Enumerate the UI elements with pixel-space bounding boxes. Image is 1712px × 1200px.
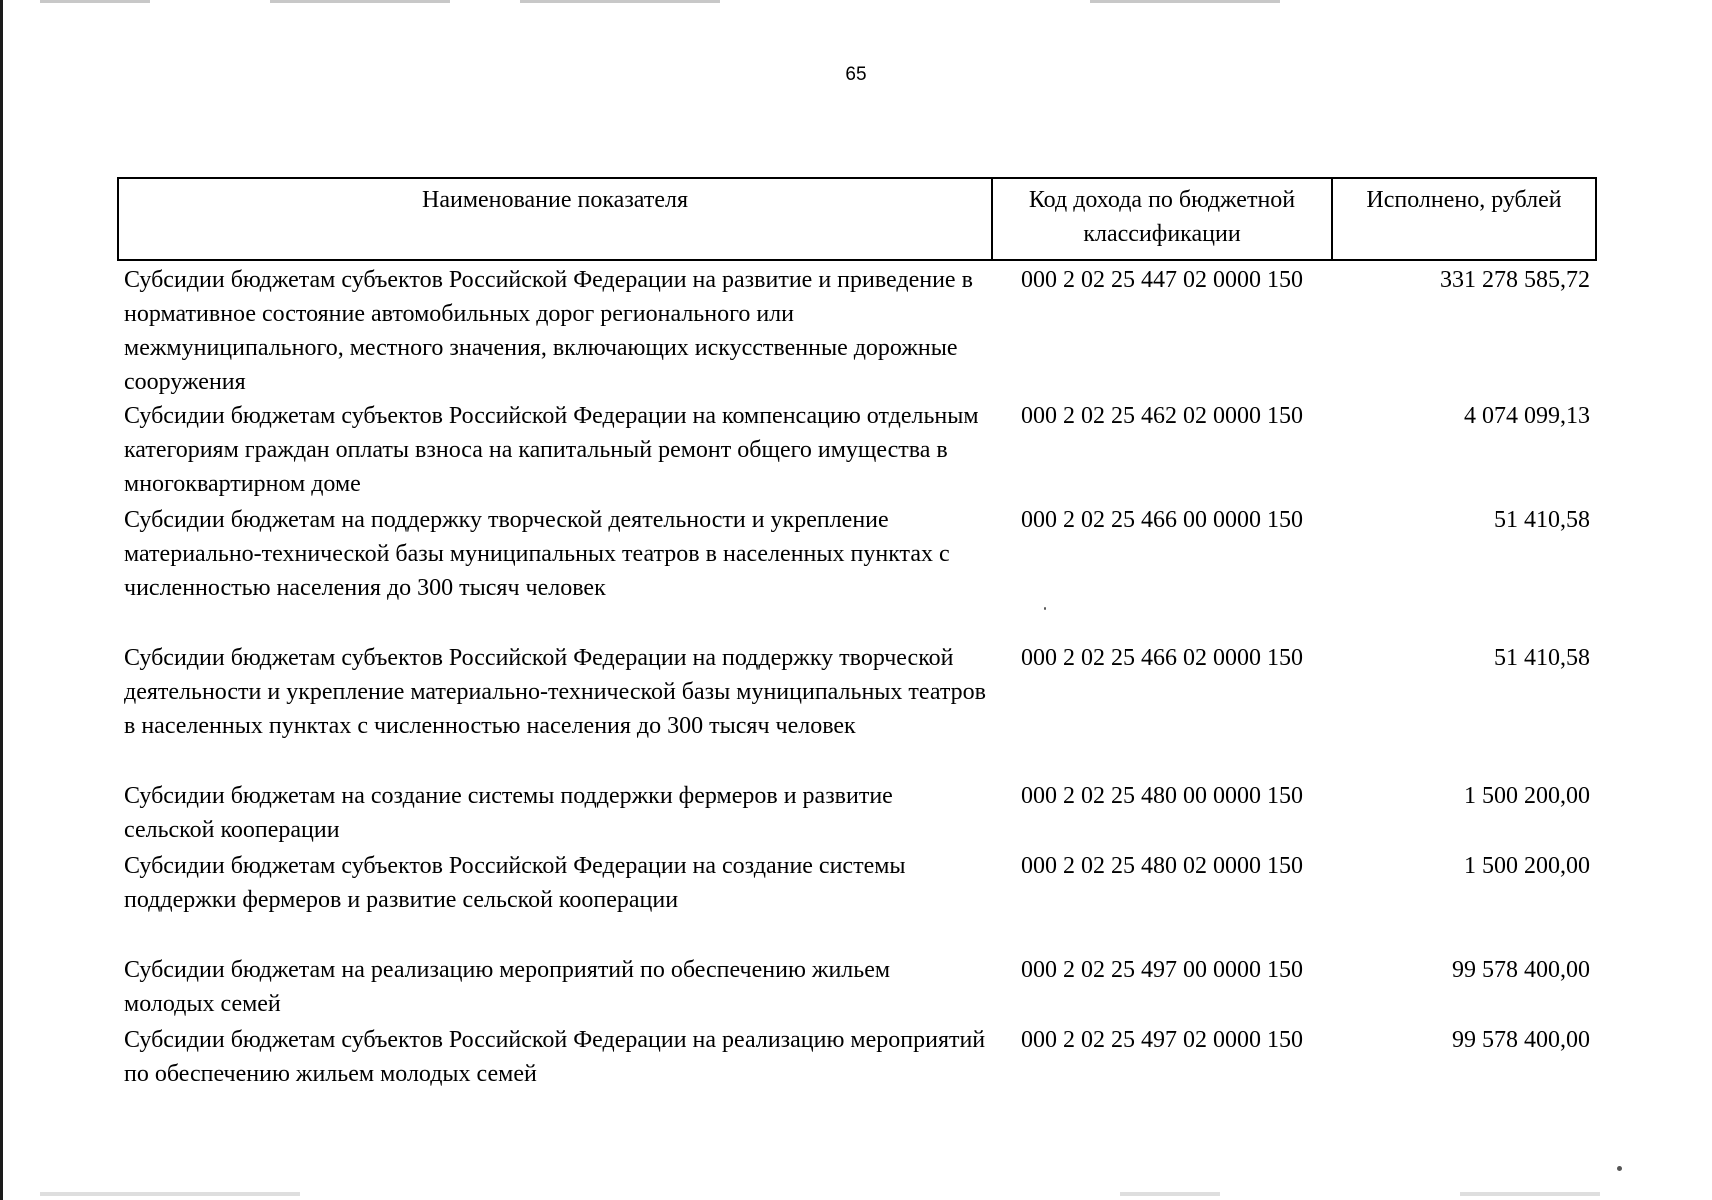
indicator-name-cell: Субсидии бюджетам на поддержку творческой деятельности и укрепление материально-технической базы муниципальных театров в населенных пунктах с численностью населения до 300 тысяч человек [124,507,950,601]
table-header-row [118,178,1596,260]
report-table-container [117,177,1595,1093]
table-row [118,641,1596,779]
table-row [118,399,1596,503]
income-code-cell: 000 2 02 25 466 02 0000 150 [1021,645,1303,671]
scan-left-edge [0,0,3,1200]
income-code-cell: 000 2 02 25 497 00 0000 150 [1021,957,1303,983]
indicator-name-cell: Субсидии бюджетам субъектов Российской Федерации на развитие и приведение в нормативное состояние автомобильных дорог регионального или межмуниципального, местного значения, включающих искусственные дорожные сооружения [124,267,973,395]
income-code-cell: 000 2 02 25 480 00 0000 150 [1021,783,1303,809]
income-code-cell: 000 2 02 25 462 02 0000 150 [1021,403,1303,429]
income-code-cell: 000 2 02 25 497 02 0000 150 [1021,1027,1303,1053]
table-row [118,260,1596,399]
executed-amount-cell: 99 578 400,00 [1452,1027,1590,1053]
table-row [118,503,1596,641]
executed-amount-cell: 4 074 099,13 [1464,403,1590,429]
indicator-name-cell: Субсидии бюджетам субъектов Российской Федерации на реализацию мероприятий по обеспечению жильем молодых семей [124,1027,986,1087]
income-code-cell: 000 2 02 25 447 02 0000 150 [1021,267,1303,293]
table-row [118,953,1596,1023]
header-income-code: Код дохода по бюджетной классификации [992,178,1332,260]
indicator-name-cell: Субсидии бюджетам субъектов Российской Федерации на создание системы поддержки фермеров и развитие сельской кооперации [124,853,906,913]
income-code-cell: 000 2 02 25 466 00 0000 150 [1021,507,1303,533]
table-row [118,1023,1596,1093]
header-indicator-name: Наименование показателя [118,178,992,260]
scan-artifact-bottom-middle [1120,1192,1220,1196]
indicator-name-cell: Субсидии бюджетам на создание системы поддержки фермеров и развитие сельской кооперации [124,783,893,843]
scan-artifact-bottom-right [1460,1192,1600,1196]
scan-artifact-top-middle [270,0,450,3]
scan-artifact-top-right [1090,0,1280,3]
executed-amount-cell: 51 410,58 [1494,645,1590,671]
scan-artifact-top-left [40,0,150,3]
executed-amount-cell: 331 278 585,72 [1440,267,1590,293]
executed-amount-cell: 51 410,58 [1494,507,1590,533]
table-row [118,779,1596,849]
scan-artifact-bottom-left [40,1192,300,1196]
executed-amount-cell: 99 578 400,00 [1452,957,1590,983]
table-row [118,849,1596,953]
revenue-table [117,177,1597,1093]
executed-amount-cell: 1 500 200,00 [1464,783,1590,809]
page-number: 65 [845,64,867,85]
indicator-name-cell: Субсидии бюджетам субъектов Российской Федерации на компенсацию отдельным категориям граждан оплаты взноса на капитальный ремонт общего имущества в многоквартирном доме [124,403,979,497]
executed-amount-cell: 1 500 200,00 [1464,853,1590,879]
scan-speck [1617,1166,1622,1171]
scan-artifact-top-center [520,0,720,3]
indicator-name-cell: Субсидии бюджетам на реализацию мероприятий по обеспечению жильем молодых семей [124,957,891,1017]
header-executed-amount: Исполнено, рублей [1332,178,1596,260]
income-code-cell: 000 2 02 25 480 02 0000 150 [1021,853,1303,879]
indicator-name-cell: Субсидии бюджетам субъектов Российской Федерации на поддержку творческой деятельности и укрепление материально-технической базы муниципальных театров в населенных пунктах с численностью населения до 300 тысяч человек [124,645,986,739]
